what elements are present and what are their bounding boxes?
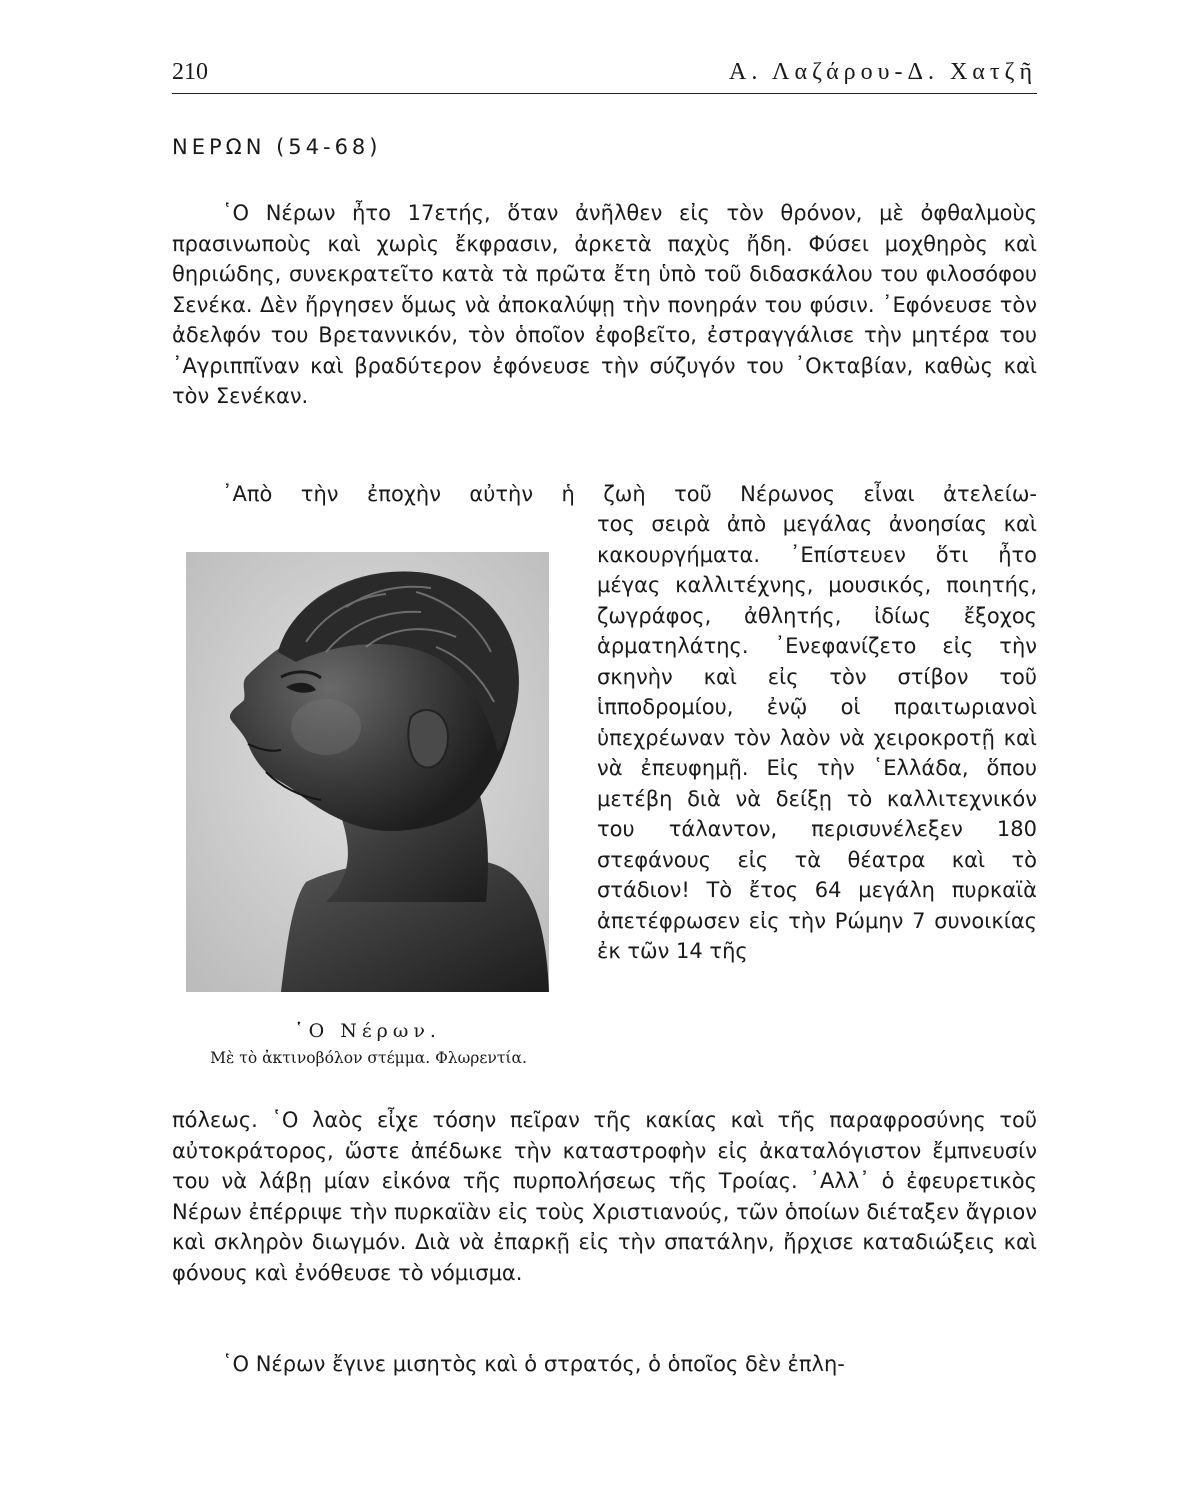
nero-bust-illustration [186,552,549,992]
figure-caption-description: Μὲ τὸ ἀκτινοβόλον στέμμα. Φλωρεντία. [210,1049,527,1067]
paragraph-3: ῾Ο Νέρων ἔγινε μισητὸς καὶ ὁ στρατός, ὁ ὁποῖος δὲν ἐπλη- [222,1352,845,1376]
running-head: Α. Λαζάρου-Δ. Χατζῆ [729,59,1037,85]
page-number: 210 [172,59,208,85]
section-title: ΝΕΡΩΝ (54-68) [172,135,382,159]
paragraph-2-column: τος σειρὰ ἀπὸ μεγάλας ἀνοησίας καὶ κακουργήματα. ᾿Επίστευεν ὅτι ἦτο μέγας καλλιτέχνης, μουσικός, ποιητής, ζωγράφος, ἀθλητής, ἰδίως ἔξοχος ἁρματηλάτης. ᾿Ενεφανίζετο εἰς τὴν σκηνὴν καὶ εἰς τὸν στίβον τοῦ ἱπποδρομίου, ἐνῷ οἱ πραιτωριανοὶ ὑπεχρέωναν τὸν λαὸν νὰ χειροκροτῇ καὶ νὰ ἐπευφημῇ. Εἰς τὴν ῾Ελλάδα, ὅπου μετέβη διὰ νὰ δείξῃ τὸ καλλιτεχνικόν του τάλαντον, περισυνέλεξεν 180 στεφάνους εἰς τὰ θέατρα καὶ τὸ στάδιον! Τὸ ἔτος 64 μεγάλη πυρκαϊὰ ἀπετέφρωσεν εἰς τὴν Ρώμην 7 συνοικίας ἐκ τῶν 14 τῆς [597,512,1037,963]
paragraph-2-first-line: ᾿Απὸ τὴν ἐποχὴν αὐτὴν ἡ ζωὴ τοῦ Νέρωνος εἶναι ἀτελείω- [222,482,1037,506]
header-rule [172,93,1037,94]
paragraph-1: ῾Ο Νέρων ἦτο 17ετής, ὅταν ἀνῆλθεν εἰς τὸν θρόνον, μὲ ὀφθαλμοὺς πρασινωποὺς καὶ χωρὶς ἔκφρασιν, ἀρκετὰ παχὺς ἤδη. Φύσει μοχθηρὸς καὶ θηριώδης, συνεκρατεῖτο κατὰ τὰ πρῶτα ἔτη ὑπὸ τοῦ διδασκάλου του φιλοσόφου Σενέκα. Δὲν ἤργησεν ὅμως νὰ ἀποκαλύψῃ τὴν πονηράν του φύσιν. ᾿Εφόνευσε τὸν ἀδελφόν του Βρεταννικόν, τὸν ὁποῖον ἐφοβεῖτο, ἐστραγγάλισε τὴν μητέρα του ᾿Αγριππῖναν καὶ βραδύτερον ἐφόνευσε τὴν σύζυγόν του ᾿Οκταβίαν, καθὼς καὶ τὸν Σενέκαν. [172,201,1037,408]
page-header [172,55,1037,93]
paragraph-2-continuation: πόλεως. ῾Ο λαὸς εἶχε τόσην πεῖραν τῆς κακίας καὶ τῆς παραφροσύνης τοῦ αὐτοκράτορος, ὥστε ἀπέδωκε τὴν καταστροφὴν εἰς ἀκαταλόγιστον ἔμπνευσίν του νὰ λάβῃ μίαν εἰκόνα τῆς πυρπολήσεως τῆς Τροίας. ᾿Αλλ᾿ ὁ ἐφευρετικὸς Νέρων ἐπέρριψε τὴν πυρκαϊὰν εἰς τοὺς Χριστιανούς, τῶν ὁποίων διέταξεν ἄγριον καὶ σκληρὸν διωγμόν. Διὰ νὰ ἐπαρκῇ εἰς τὴν σπατάλην, ἤρχισε καταδιώξεις καὶ φόνους καὶ ἐνόθευσε τὸ νόμισμα. [172,1108,1037,1285]
figure-caption-name: ῾Ο Νέρων. [294,1020,441,1042]
nero-portrait-image [186,552,549,992]
